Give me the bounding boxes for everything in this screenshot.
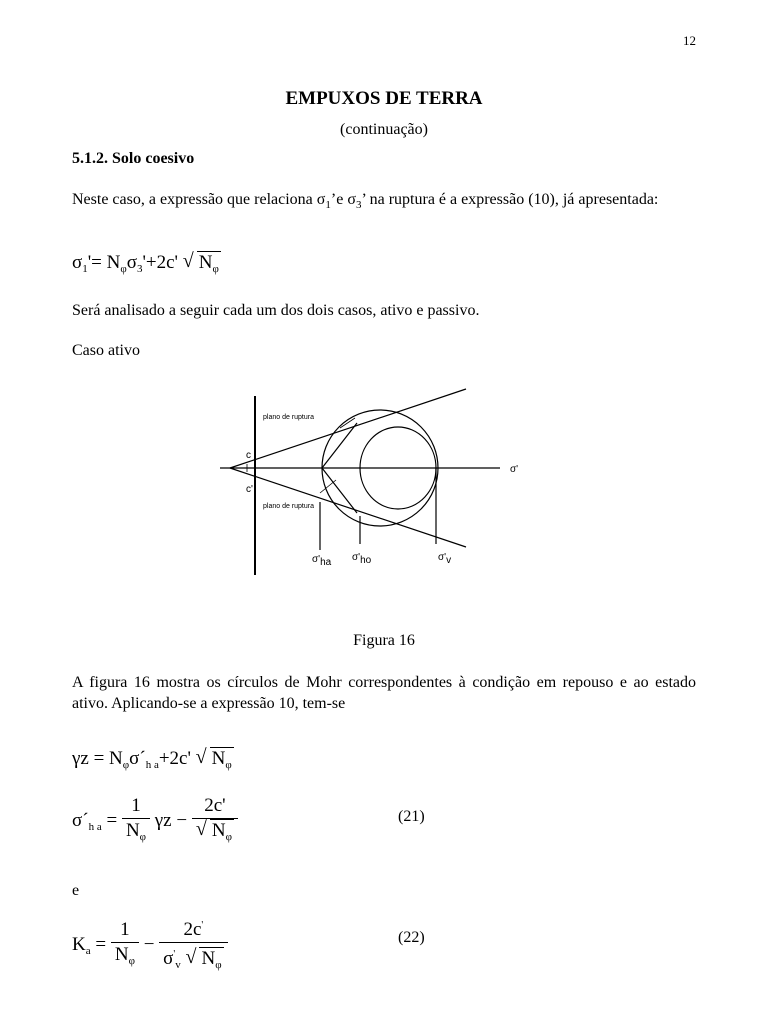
- eq10-sigma2: σ: [126, 252, 137, 273]
- eq21-frac2-den-n: N: [211, 820, 226, 841]
- intro-sigma1: σ: [316, 191, 326, 208]
- eq22-frac1-den-n: N: [114, 944, 129, 965]
- eqgz-sqrt-phi: φ: [225, 759, 232, 771]
- eq22-frac1-num: 1: [111, 918, 139, 943]
- rupture-plane-bottom: [322, 468, 357, 513]
- eq21-frac1: [122, 794, 150, 849]
- intro-text-before: Neste caso, a expressão que relaciona: [72, 191, 317, 208]
- eq22-frac1-den-phi: φ: [128, 955, 135, 967]
- eq10-rest: '+2c': [142, 252, 178, 273]
- label-sigma-ha: [312, 554, 332, 568]
- eq22-minus: −: [143, 933, 155, 955]
- intro-paragraph: [72, 189, 696, 216]
- label-sigma-ho-sub: ho: [360, 555, 372, 566]
- eq22-frac2-den: [159, 943, 227, 977]
- label-sigma-v-sym: σ': [438, 552, 447, 563]
- eq21-lhs-sub: h a: [88, 820, 102, 833]
- label-sigma-ho: [352, 552, 372, 566]
- intro-text-after: ’ na ruptura é a expressão (10), já apresentada:: [361, 191, 659, 208]
- eq22-frac1: [111, 918, 139, 973]
- intro-sub1: 1: [325, 199, 331, 211]
- eq21-frac2-num: 2c': [192, 794, 238, 819]
- eq21-frac1-den: [122, 819, 150, 849]
- eq22-frac2-num-text: 2c: [183, 919, 202, 940]
- eq21-middle: γz −: [154, 809, 188, 831]
- eq10-sqrt-phi: φ: [212, 263, 219, 275]
- eq22-frac2: [159, 914, 227, 977]
- eq21-frac2-den: [192, 819, 238, 849]
- eq10-sub3: 3: [136, 263, 143, 275]
- eq21-frac1-num: 1: [122, 794, 150, 819]
- label-sigma-v: [438, 552, 451, 566]
- eq21-equals: =: [106, 809, 118, 831]
- caso-ativo-label: Caso ativo: [72, 342, 140, 359]
- eq22-frac2-num: [159, 914, 227, 943]
- equation-22: [72, 914, 228, 977]
- envelope-top: [230, 389, 466, 468]
- eqgz-sqrt-n: N: [211, 748, 226, 769]
- eq10-middle: '= N: [87, 252, 121, 273]
- eqgz-sigma: σ´: [129, 748, 146, 769]
- label-sigma-ho-sym: σ': [352, 552, 361, 563]
- page-title: EMPUXOS DE TERRA: [285, 88, 483, 109]
- rupture-plane-top: [322, 423, 357, 468]
- eq10-sigma: σ: [72, 252, 83, 273]
- eq22-frac2-den-n: N: [201, 948, 216, 969]
- eq10-sqrt: [183, 252, 221, 275]
- equation-21-number: (21): [398, 808, 425, 825]
- eqgz-sqrt: [196, 748, 234, 771]
- eq22-frac2-num-sup: ': [201, 920, 204, 931]
- eq22-frac2-den-sub: v: [175, 959, 181, 971]
- eq21-frac1-den-phi: φ: [139, 831, 147, 843]
- label-sigma-ha-sym: σ': [312, 554, 321, 565]
- label-c-prime: c': [246, 484, 253, 495]
- eq21-frac2-den-phi: φ: [225, 831, 232, 843]
- paragraph-three: A figura 16 mostra os círculos de Mohr correspondentes à condição em repouso e ao estado ativo. Aplicando-se a expressão 10, tem-se: [72, 674, 696, 712]
- label-sigma-v-sub: v: [446, 555, 452, 566]
- intro-sigma3: σ: [347, 191, 356, 208]
- equation-21: [72, 794, 238, 849]
- section-heading: 5.1.2. Solo coesivo: [72, 150, 195, 167]
- connector-e: e: [72, 882, 80, 899]
- eq10-phi: φ: [120, 263, 127, 275]
- label-c: c: [246, 450, 251, 461]
- intro-mid: ’e: [330, 191, 348, 208]
- leader-bottom: [320, 480, 336, 493]
- eq22-frac2-den-sup: ': [173, 949, 176, 960]
- sentence-two: Será analisado a seguir cada um dos dois casos, ativo e passivo.: [72, 302, 480, 319]
- eq22-frac1-den: [111, 943, 139, 973]
- eq21-frac1-den-n: N: [125, 820, 140, 841]
- page-number: 12: [683, 33, 696, 48]
- eq21-frac2: [192, 794, 238, 849]
- eq21-lhs-sigma: σ´: [72, 809, 89, 831]
- eq22-sqrt: [185, 947, 223, 977]
- eqgz-phi: φ: [122, 759, 130, 771]
- equation-gz: [72, 748, 234, 771]
- equation-22-number: (22): [398, 929, 425, 946]
- label-plano-top: plano de ruptura: [263, 414, 314, 421]
- eq10-sub1: 1: [82, 263, 88, 275]
- eqgz-lhs: γz = N: [72, 748, 123, 769]
- intro-sub3: 3: [355, 199, 362, 211]
- eq21-sqrt: [196, 819, 234, 849]
- page-subtitle: (continuação): [340, 121, 428, 138]
- eq22-lhs-sub: a: [85, 944, 91, 957]
- eq22-equals: =: [95, 933, 107, 955]
- label-plano-bottom: plano de ruptura: [263, 503, 314, 510]
- eq22-frac2-den-sigma: σ: [163, 948, 174, 969]
- eq22-lhs-k: K: [72, 933, 86, 955]
- eqgz-sub-ha: h a: [145, 759, 159, 771]
- eq10-sqrt-n: N: [198, 252, 213, 273]
- mohr-diagram: [0, 380, 768, 590]
- label-sigma-ha-sub: ha: [320, 557, 332, 568]
- eqgz-rest: +2c': [158, 748, 191, 769]
- figure-caption: Figura 16: [353, 632, 415, 649]
- eq22-frac2-den-phi: φ: [215, 959, 222, 971]
- label-sigma-axis: σ': [510, 464, 519, 475]
- equation-10: [72, 252, 221, 275]
